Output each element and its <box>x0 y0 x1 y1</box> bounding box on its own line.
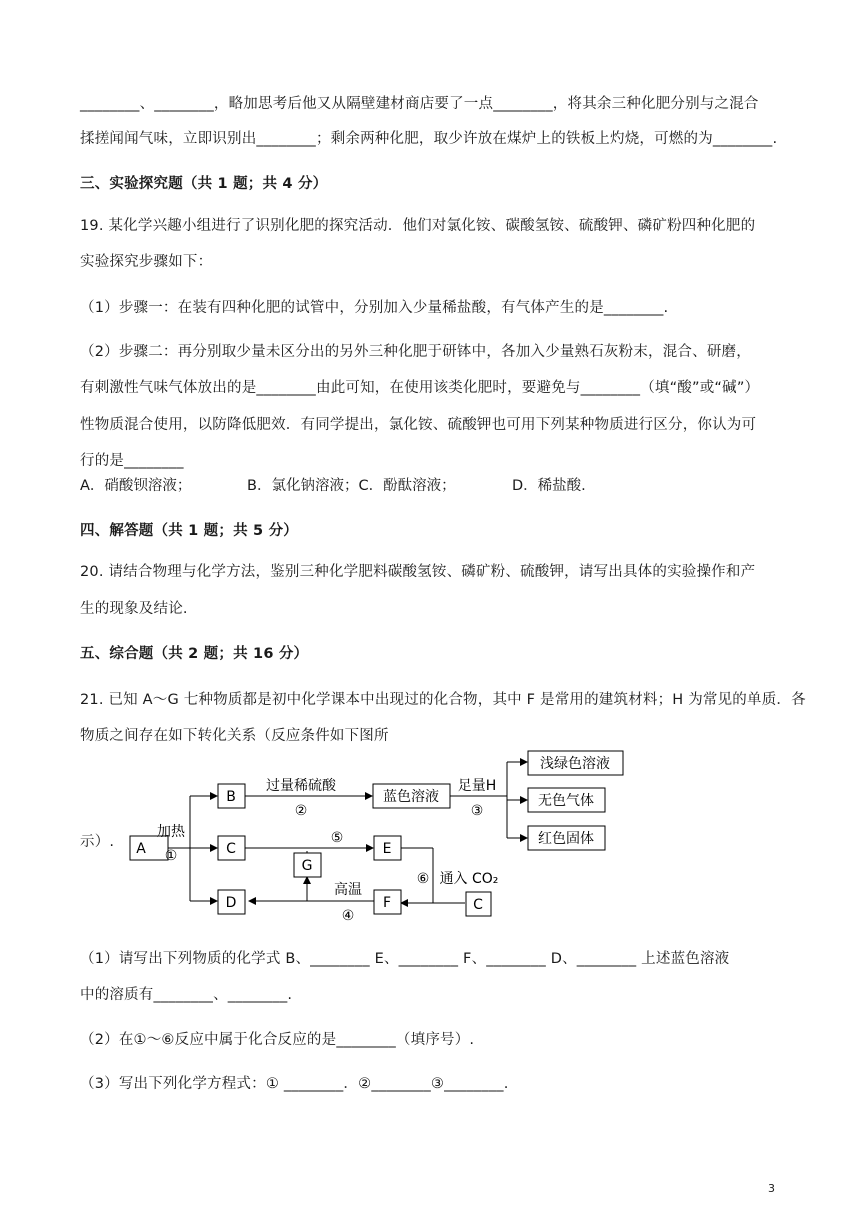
option-b: B．氯化钠溶液；C．酚酞溶液； <box>247 478 456 494</box>
node-c: C <box>226 841 236 857</box>
text-line: 生的现象及结论. <box>80 601 188 617</box>
text-line: 行的是________ <box>80 453 184 469</box>
node-a: A <box>136 841 146 857</box>
question-19: 19. 某化学兴趣小组进行了识别化肥的探究活动．他们对氯化铵、碳酸氢铵、硫酸钾、磷矿粉四种化肥的 <box>80 218 756 234</box>
text-line: 揉搓闻闻气味，立即识别出________；剩余两种化肥，取少许放在煤炉上的铁板上灼烧，可燃的为________. <box>80 131 778 147</box>
text-line: 示）. <box>80 834 115 850</box>
page-number: 3 <box>768 1182 775 1195</box>
node-b: B <box>226 789 236 805</box>
node-red-solid: 红色固体 <box>538 831 594 847</box>
node-c2: C <box>473 897 483 913</box>
node-f: F <box>382 895 392 911</box>
label-r1: ① <box>164 848 178 864</box>
node-d: D <box>225 895 237 911</box>
section-heading: 三、实验探究题（共 1 题；共 4 分） <box>80 176 328 192</box>
label-excess-acid: 过量稀硫酸 <box>266 778 336 794</box>
section-heading: 四、解答题（共 1 题；共 5 分） <box>80 523 298 539</box>
label-r2: ② <box>294 803 308 819</box>
option-d: D．稀盐酸. <box>512 478 586 494</box>
text-line: （2）步骤二：再分别取少量未区分出的另外三种化肥于研钵中，各加入少量熟石灰粉末，混合、研磨， <box>80 344 751 360</box>
text-line: 物质之间存在如下转化关系（反应条件如下图所 <box>80 728 389 744</box>
question-21: 21. 已知 A～G 七种物质都是初中化学课本中出现过的化合物，其中 F 是常用的建筑材料；H 为常见的单质．各 <box>80 692 806 708</box>
reaction-diagram <box>125 748 625 928</box>
text-line: （3）写出下列化学方程式：① ________．②________③________. <box>80 1076 509 1092</box>
node-blue-solution: 蓝色溶液 <box>383 789 439 805</box>
text-line: ________、________，略加思考后他又从隔壁建材商店要了一点________，将其余三种化肥分别与之混合 <box>80 96 759 112</box>
text-line: 有刺激性气味气体放出的是________由此可知，在使用该类化肥时，要避免与________（填“酸”或“碱”） <box>80 380 760 396</box>
text-line: （1）请写出下列物质的化学式 B、________ E、________ F、________ D、________ 上述蓝色溶液 <box>80 951 730 967</box>
text-line: 性物质混合使用，以防降低肥效．有同学提出，氯化铵、硫酸钾也可用下列某种物质进行区分，你认为可 <box>80 417 757 433</box>
label-heat: 加热 <box>157 824 185 840</box>
node-g: G <box>301 858 313 874</box>
label-high-temp: 高温 <box>334 882 362 898</box>
label-enough-h: 足量H <box>457 778 497 794</box>
label-r6: ⑥ <box>416 871 430 887</box>
label-co2: 通入 CO₂ <box>439 871 499 887</box>
text-line: （2）在①～⑥反应中属于化合反应的是________（填序号）. <box>80 1032 475 1048</box>
label-r4: ④ <box>341 908 355 924</box>
node-colorless-gas: 无色气体 <box>538 793 594 809</box>
text-line: （1）步骤一：在装有四种化肥的试管中，分别加入少量稀盐酸，有气体产生的是________. <box>80 300 669 316</box>
text-line: 实验探究步骤如下： <box>80 254 213 270</box>
question-20: 20. 请结合物理与化学方法，鉴别三种化学肥料碳酸氢铵、磷矿粉、硫酸钾，请写出具体的实验操作和产 <box>80 564 756 580</box>
node-e: E <box>382 841 392 857</box>
node-light-green: 浅绿色溶液 <box>540 756 610 772</box>
text-line: 中的溶质有________、________. <box>80 987 293 1003</box>
section-heading: 五、综合题（共 2 题；共 16 分） <box>80 646 309 662</box>
label-r5: ⑤ <box>330 830 344 846</box>
option-a: A．硝酸钡溶液； <box>80 478 192 494</box>
label-r3: ③ <box>470 803 484 819</box>
